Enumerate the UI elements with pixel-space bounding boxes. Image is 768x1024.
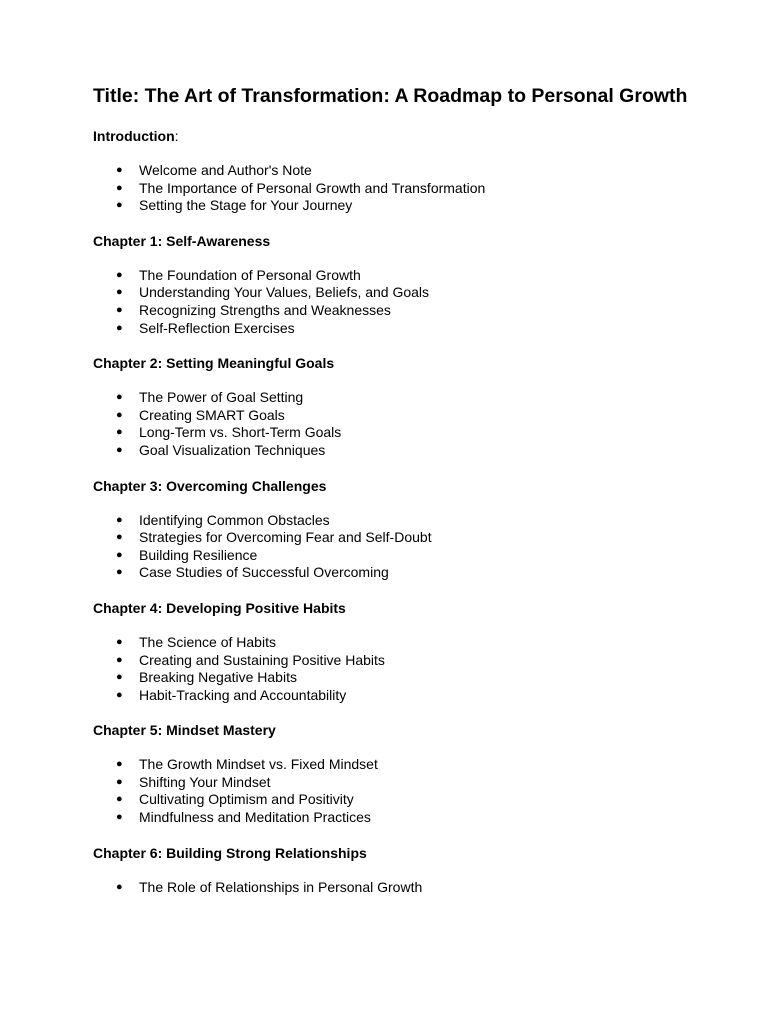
list-item-text: Case Studies of Successful Overcoming xyxy=(139,564,389,581)
chapter-5-heading: Chapter 5: Mindset Mastery xyxy=(93,722,276,739)
list-item xyxy=(93,267,693,285)
chapter-2-list xyxy=(93,389,693,459)
list-item xyxy=(93,809,693,827)
chapter-6-list xyxy=(93,879,693,897)
list-item-text: Creating and Sustaining Positive Habits xyxy=(139,651,385,668)
bullet-icon: ● xyxy=(116,181,123,194)
list-item-text: Breaking Negative Habits xyxy=(139,669,297,686)
chapter-3-list xyxy=(93,512,693,582)
chapter-2-heading: Chapter 2: Setting Meaningful Goals xyxy=(93,355,335,372)
list-item-text: The Growth Mindset vs. Fixed Mindset xyxy=(139,756,378,773)
list-item-text: Building Resilience xyxy=(139,546,258,563)
chapter-1-heading: Chapter 1: Self-Awareness xyxy=(93,232,271,249)
list-item-text: Strategies for Overcoming Fear and Self-Doubt xyxy=(139,529,432,546)
bullet-icon: ● xyxy=(116,513,123,526)
chapter-4-heading: Chapter 4: Developing Positive Habits xyxy=(93,599,346,616)
chapter-6-heading: Chapter 6: Building Strong Relationships xyxy=(93,844,367,861)
bullet-icon: ● xyxy=(116,268,123,281)
bullet-icon: ● xyxy=(116,775,123,788)
introduction-heading-label: Introduction xyxy=(93,128,175,144)
list-item-text: Creating SMART Goals xyxy=(139,406,285,423)
list-item xyxy=(93,774,693,792)
chapter-3-heading: Chapter 3: Overcoming Challenges xyxy=(93,477,327,494)
bullet-icon: ● xyxy=(116,548,123,561)
list-item xyxy=(93,564,693,582)
bullet-icon: ● xyxy=(116,426,123,439)
list-item xyxy=(93,320,693,338)
list-item xyxy=(93,442,693,460)
bullet-icon: ● xyxy=(116,880,123,893)
list-item xyxy=(93,407,693,425)
introduction-heading xyxy=(93,127,693,145)
list-item-text: Self-Reflection Exercises xyxy=(139,319,295,336)
list-item xyxy=(93,791,693,809)
list-item-text: The Science of Habits xyxy=(139,633,276,650)
list-item-text: The Power of Goal Setting xyxy=(139,389,304,406)
list-item xyxy=(93,284,693,302)
list-item xyxy=(93,302,693,320)
list-item-text: Recognizing Strengths and Weaknesses xyxy=(139,301,391,318)
list-item xyxy=(93,162,693,180)
bullet-icon: ● xyxy=(116,671,123,684)
list-item xyxy=(93,547,693,565)
bullet-icon: ● xyxy=(116,164,123,176)
list-item xyxy=(93,512,693,530)
list-item-text: Understanding Your Values, Beliefs, and Goals xyxy=(139,284,430,301)
list-item-text: The Foundation of Personal Growth xyxy=(139,266,361,283)
list-item-text: Cultivating Optimism and Positivity xyxy=(139,791,354,808)
introduction-heading-suffix: : xyxy=(174,128,179,144)
bullet-icon: ● xyxy=(116,531,123,544)
bullet-icon: ● xyxy=(116,443,123,456)
list-item-text: Identifying Common Obstacles xyxy=(139,511,330,528)
bullet-icon: ● xyxy=(116,566,123,579)
chapter-1-list xyxy=(93,267,693,337)
list-item xyxy=(93,424,693,442)
list-item xyxy=(93,687,693,705)
bullet-icon: ● xyxy=(116,811,123,824)
list-item xyxy=(93,389,693,407)
list-item xyxy=(93,669,693,687)
list-item-text: Habit-Tracking and Accountability xyxy=(139,686,347,703)
bullet-icon: ● xyxy=(116,758,123,771)
bullet-icon: ● xyxy=(116,408,123,421)
bullet-icon: ● xyxy=(116,793,123,806)
list-item xyxy=(93,879,693,897)
list-item xyxy=(93,529,693,547)
bullet-icon: ● xyxy=(116,688,123,701)
list-item xyxy=(93,652,693,670)
chapter-5-list xyxy=(93,756,693,826)
bullet-icon: ● xyxy=(116,321,123,334)
list-item xyxy=(93,197,693,215)
introduction-list xyxy=(93,162,693,215)
bullet-icon: ● xyxy=(116,303,123,316)
list-item-text: Long-Term vs. Short-Term Goals xyxy=(139,424,342,441)
document-title: Title: The Art of Transformation: A Roadmap to Personal Growth xyxy=(93,85,688,107)
bullet-icon: ● xyxy=(116,653,123,666)
list-item-text: Welcome and Author's Note xyxy=(139,162,312,178)
list-item-text: Goal Visualization Techniques xyxy=(139,441,326,458)
list-item xyxy=(93,180,693,198)
list-item-text: Mindfulness and Meditation Practices xyxy=(139,809,371,826)
list-item-text: The Role of Relationships in Personal Growth xyxy=(139,878,423,895)
bullet-icon: ● xyxy=(116,286,123,299)
document-page xyxy=(93,84,693,896)
list-item xyxy=(93,634,693,652)
bullet-icon: ● xyxy=(116,635,123,648)
bullet-icon: ● xyxy=(116,391,123,404)
chapter-4-list xyxy=(93,634,693,704)
list-item-text: The Importance of Personal Growth and Transformation xyxy=(139,179,486,196)
list-item-text: Shifting Your Mindset xyxy=(139,773,271,790)
list-item-text: Setting the Stage for Your Journey xyxy=(139,197,353,214)
bullet-icon: ● xyxy=(116,199,123,212)
list-item xyxy=(93,756,693,774)
